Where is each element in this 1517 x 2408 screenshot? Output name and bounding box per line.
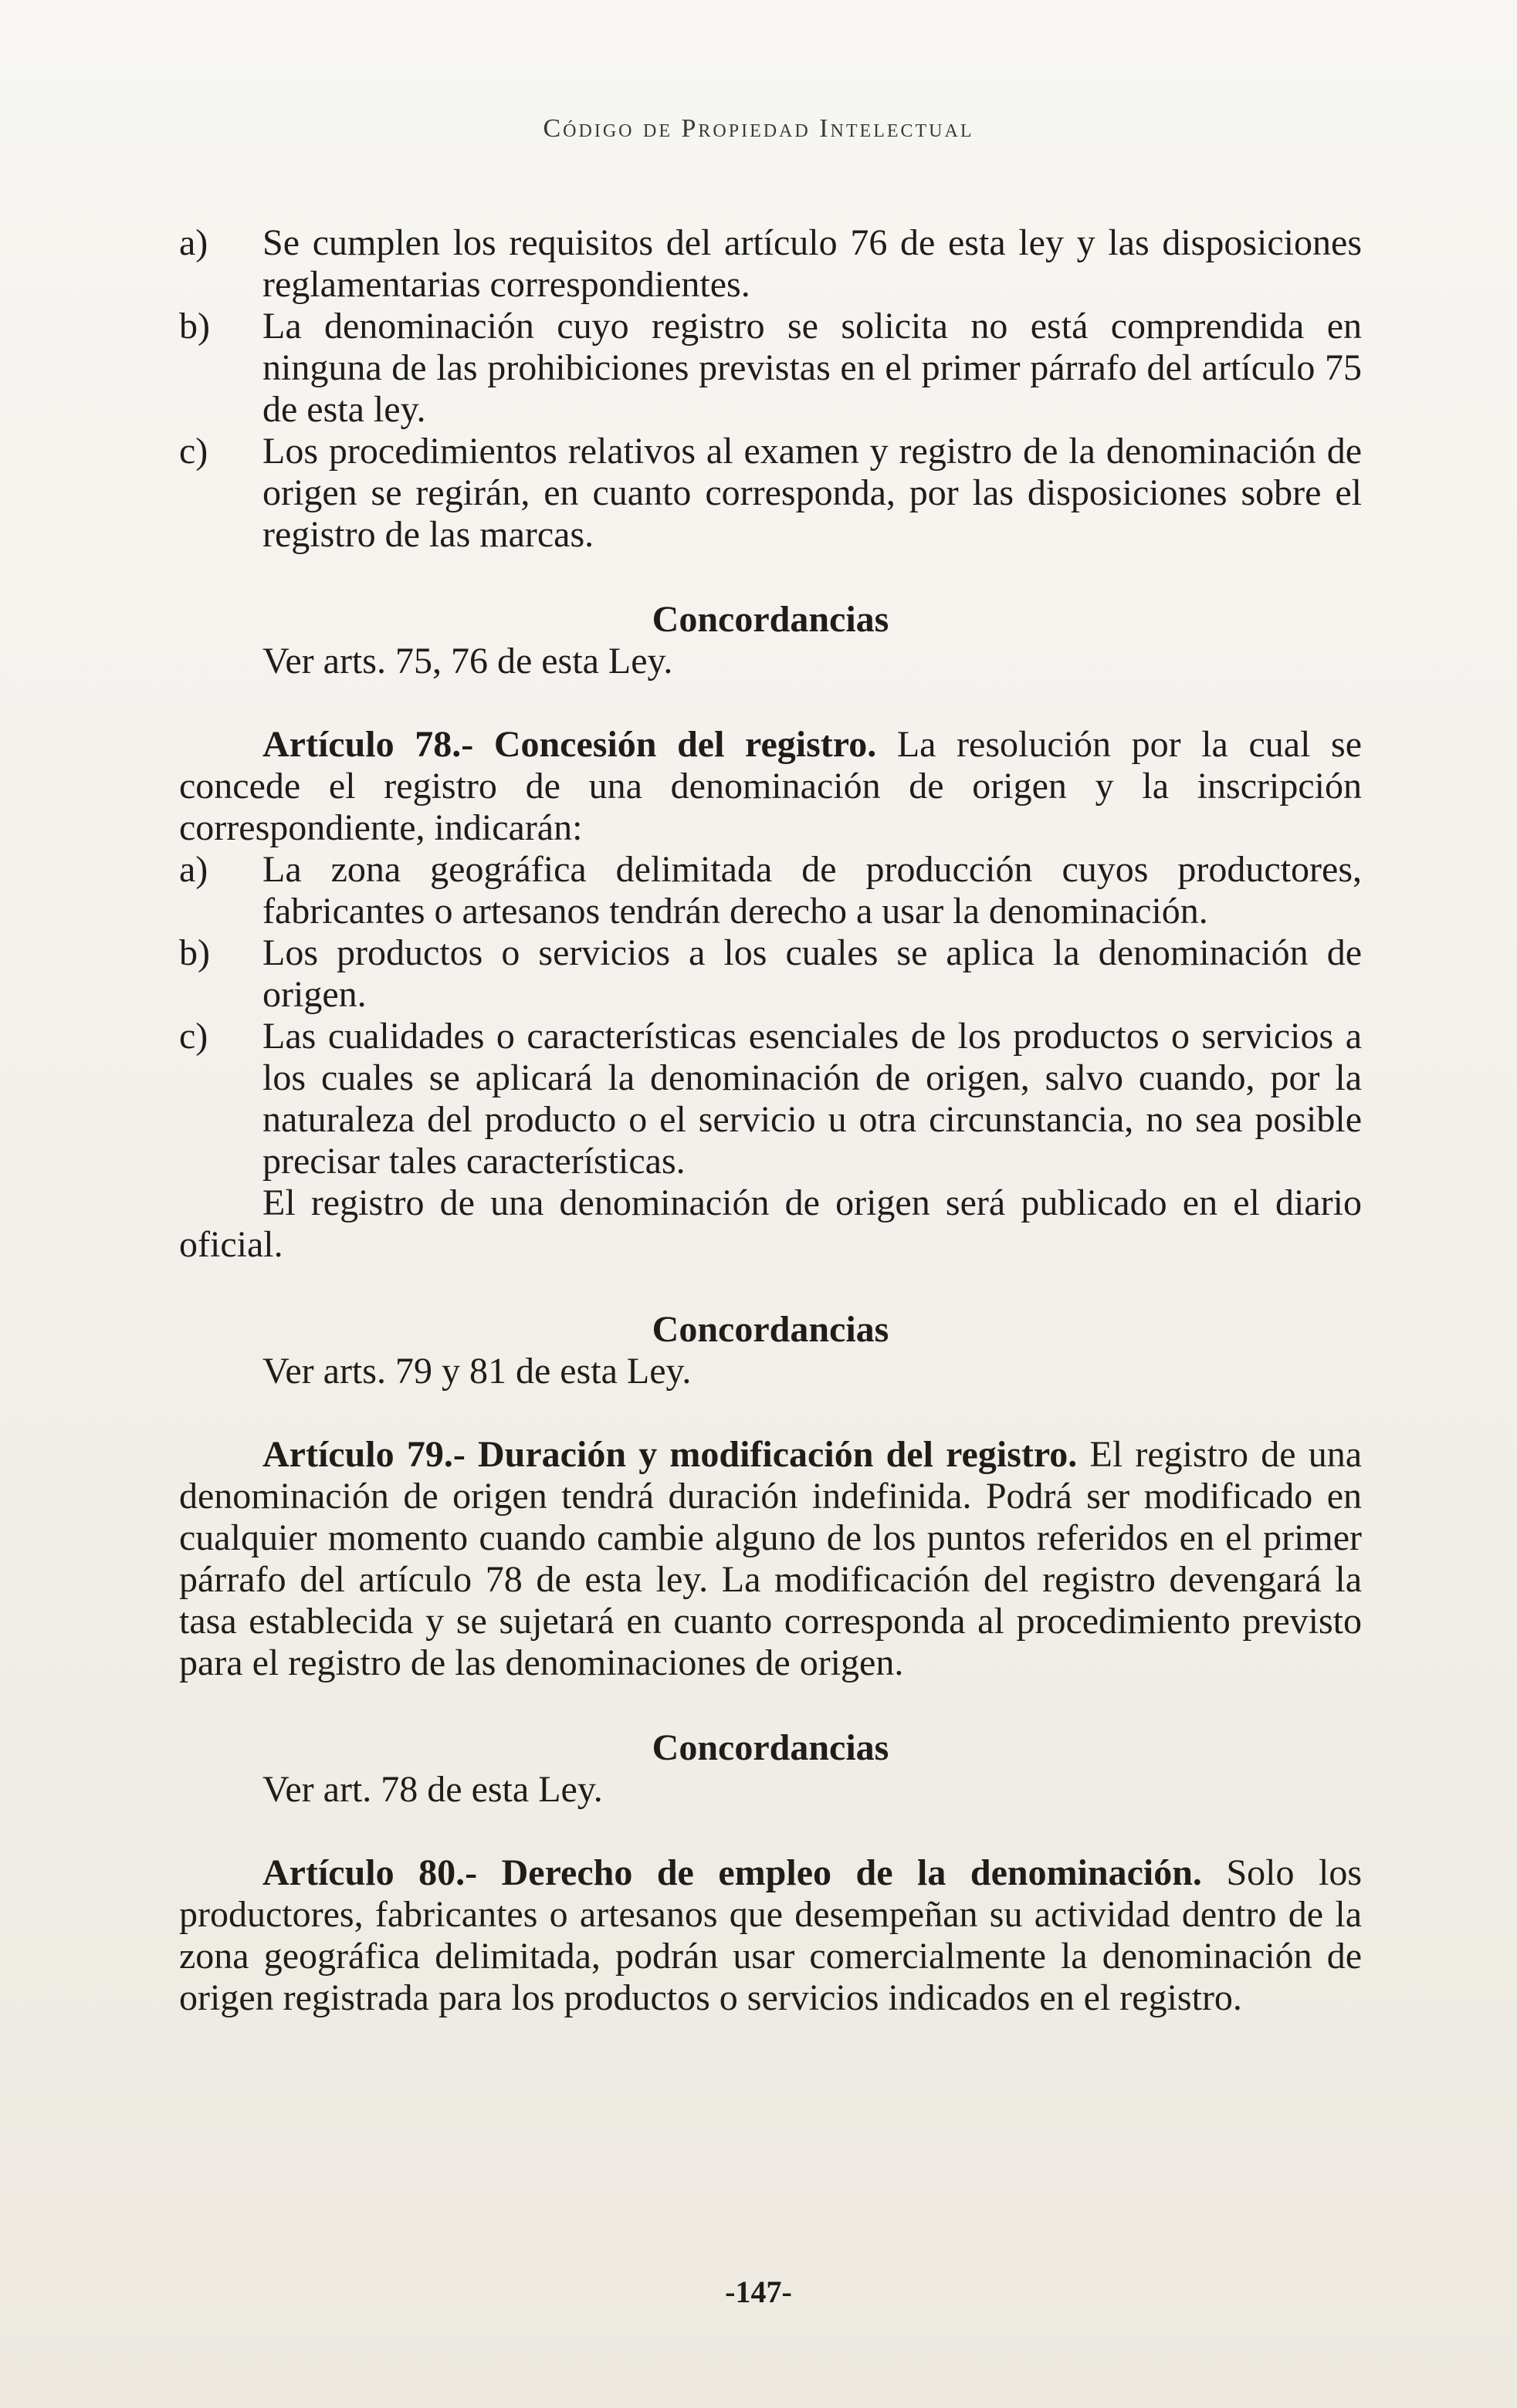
- article-heading: Artículo 80.- Derecho de empleo de la denominación.: [262, 1852, 1202, 1893]
- concordancias-text: Ver arts. 79 y 81 de esta Ley.: [262, 1351, 692, 1392]
- concordancias-heading: Concordancias: [652, 1309, 889, 1350]
- list-item: [179, 932, 1362, 1016]
- list-marker: b): [179, 932, 210, 973]
- list-item: [179, 431, 1362, 556]
- article-text: El registro de una denominación de origen tendrá duración indefinida. Podrá ser modificado en cualquier momento cuando cambie alguno de los puntos referidos en el primer párrafo del artículo 78 de esta ley. La modificación del registro devengará la tasa establecida y se sujetará en cuanto corresponda al procedimiento previsto para el registro de las denominaciones de origen.: [179, 1434, 1363, 1683]
- list-text: La zona geográfica delimitada de producción cuyos productores, fabricantes o artesanos tendrán derecho a usar la denominación.: [262, 849, 1362, 932]
- list-marker: b): [179, 306, 210, 347]
- article-heading: Artículo 78.- Concesión del registro.: [262, 724, 877, 765]
- list-text: Se cumplen los requisitos del artículo 76 de esta ley y las disposiciones reglamentarias correspondientes.: [262, 222, 1362, 305]
- list-item: [179, 849, 1362, 932]
- running-header: Código de Propiedad Intelectual: [543, 114, 974, 143]
- article-78: [179, 724, 1362, 849]
- concordancias-text: Ver art. 78 de esta Ley.: [262, 1769, 603, 1810]
- list-marker: c): [179, 431, 208, 472]
- list-marker: a): [179, 222, 208, 263]
- list-marker: a): [179, 849, 208, 890]
- list-item: [179, 306, 1362, 431]
- list-text: La denominación cuyo registro se solicita no está comprendida en ninguna de las prohibiciones previstas en el primer párrafo del artículo 75 de esta ley.: [262, 306, 1362, 430]
- list-marker: c): [179, 1016, 208, 1057]
- article-80: [179, 1852, 1362, 2019]
- page-content: [179, 222, 1362, 2019]
- page-number: -147-: [725, 2274, 792, 2309]
- list-item: [179, 222, 1362, 306]
- list-item: [179, 1016, 1362, 1182]
- list-text: Los productos o servicios a los cuales se aplica la denominación de origen.: [262, 932, 1362, 1015]
- list-text: Las cualidades o características esenciales de los productos o servicios a los cuales se aplicará la denominación de origen, salvo cuando, por la naturaleza del producto o el servicio u otra circunstancia, no sea posible precisar tales características.: [262, 1016, 1362, 1182]
- concordancias-heading: Concordancias: [652, 599, 889, 640]
- article-text: Solo los productores, fabricantes o artesanos que desempeñan su actividad dentro de la zona geográfica delimitada, podrán usar comercialmente la denominación de origen registrada para los productos o servicios indicados en el registro.: [179, 1852, 1363, 2018]
- concordancias-heading: Concordancias: [652, 1727, 889, 1768]
- list-text: Los procedimientos relativos al examen y registro de la denominación de origen se regirán, en cuanto corresponda, por las disposiciones sobre el registro de las marcas.: [262, 431, 1362, 555]
- article-79: [179, 1434, 1362, 1684]
- concordancias-text: Ver arts. 75, 76 de esta Ley.: [262, 641, 673, 681]
- article-closing: El registro de una denominación de origen será publicado en el diario oficial.: [179, 1182, 1362, 1265]
- article-text: La resolución por la cual se concede el registro de una denominación de origen y la inscripción correspondiente, indicarán:: [179, 724, 1362, 848]
- article-heading: Artículo 79.- Duración y modificación del registro.: [262, 1434, 1078, 1475]
